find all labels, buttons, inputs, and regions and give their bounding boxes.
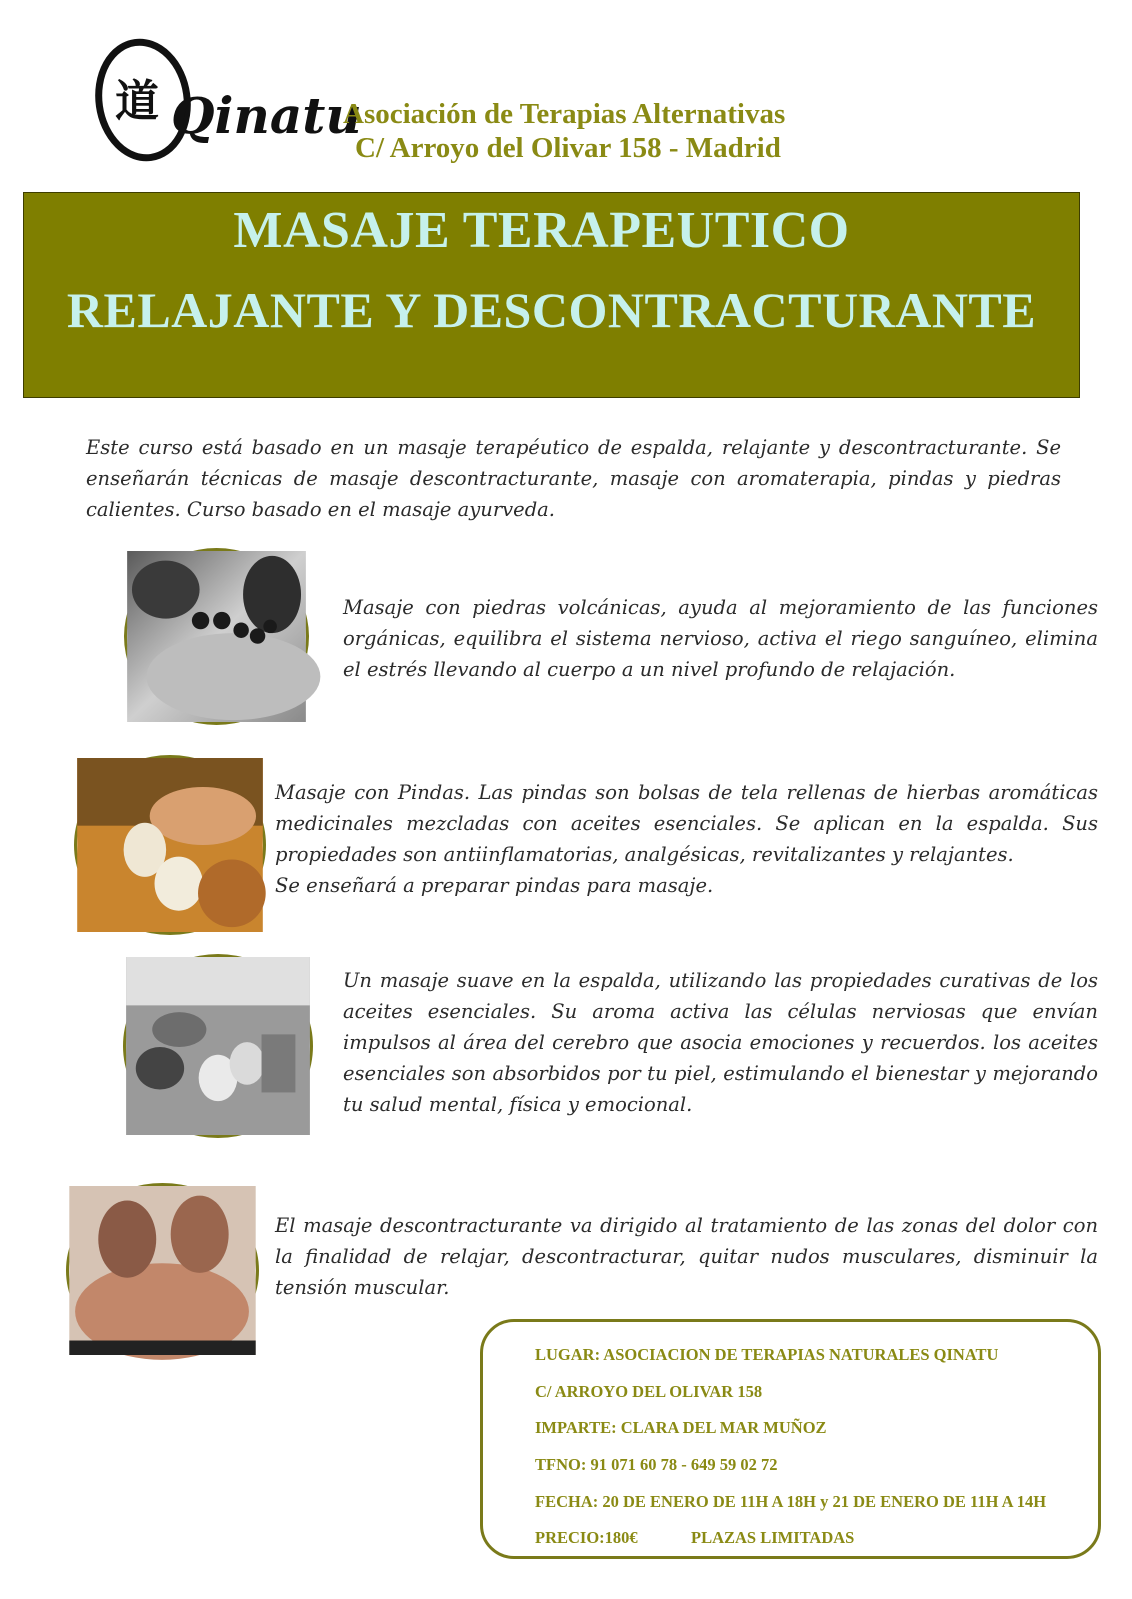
section-pindas-note: Se enseñará a preparar pindas para masaje. [275, 874, 714, 897]
title-line-1: MASAJE TERAPEUTICO [233, 202, 850, 259]
intro-paragraph [86, 432, 1061, 525]
intro-text: Este curso está basado en un masaje terapéutico de espalda, relajante y descontracturante. Se enseñarán técnicas de masaje descontracturante, masaje con aromaterapia, pindas y piedras calientes. Curso basado en el masaje ayurveda. [86, 436, 1061, 521]
section-essential-oils-text: Un masaje suave en la espalda, utilizando las propiedades curativas de los aceites esenciales. Su aroma activa las células nerviosas que envían impulsos al área del cerebro que asocia emociones y recuerdos. los aceites esenciales son absorbidos por tu piel, estimulando el bienestar y mejorando tu salud mental, física y emocional. [343, 969, 1098, 1116]
section-deep-tissue-text: El masaje descontracturante va dirigido al tratamiento de las zonas del dolor con la finalidad de relajar, descontracturar, quitar nudos musculares, disminuir la tensión muscular. [275, 1214, 1098, 1299]
info-plazas: PLAZAS LIMITADAS [691, 1528, 855, 1547]
info-telefono: TFNO: 91 071 60 78 - 649 59 02 72 [535, 1455, 778, 1474]
section-pindas [275, 777, 1098, 901]
deep-tissue-photo [66, 1183, 259, 1358]
info-fecha: FECHA: 20 DE ENERO DE 11H A 18H y 21 DE ENERO DE 11H A 14H [535, 1492, 1047, 1511]
hot-stones-photo [124, 548, 309, 725]
section-essential-oils [343, 965, 1098, 1120]
info-precio: PRECIO:180€ [535, 1528, 638, 1547]
section-deep-tissue [275, 1210, 1098, 1303]
course-info-box [480, 1319, 1101, 1559]
info-direccion: C/ ARROYO DEL OLIVAR 158 [535, 1382, 763, 1401]
title-banner [23, 192, 1080, 398]
section-pindas-text: Masaje con Pindas. Las pindas son bolsas de tela rellenas de hierbas aromáticas medicinales mezcladas con aceites esenciales. Se aplican en la espalda. Sus propiedades son antiinflamatorias, analgésicas, revitalizantes y relajantes. [275, 781, 1098, 866]
info-imparte: IMPARTE: CLARA DEL MAR MUÑOZ [535, 1418, 827, 1437]
section-hot-stones-text: Masaje con piedras volcánicas, ayuda al mejoramiento de las funciones orgánicas, equilibra el sistema nervioso, activa el riego sanguíneo, elimina el estrés llevando al cuerpo a un nivel profundo de relajación. [343, 596, 1098, 681]
association-name: Asociación de Terapias Alternativas [343, 98, 786, 130]
pindas-photo [74, 755, 266, 935]
essential-oils-photo [123, 954, 313, 1138]
svg-text:道: 道 [115, 76, 159, 127]
info-lugar: LUGAR: ASOCIACION DE TERAPIAS NATURALES QINATU [535, 1345, 999, 1364]
association-address: C/ Arroyo del Olivar 158 - Madrid [355, 132, 781, 164]
svg-text:Qinatu: Qinatu [171, 86, 362, 145]
section-hot-stones [343, 592, 1098, 685]
title-line-2: RELAJANTE Y DESCONTRACTURANTE [66, 282, 1037, 338]
qinatu-logo [95, 38, 362, 168]
